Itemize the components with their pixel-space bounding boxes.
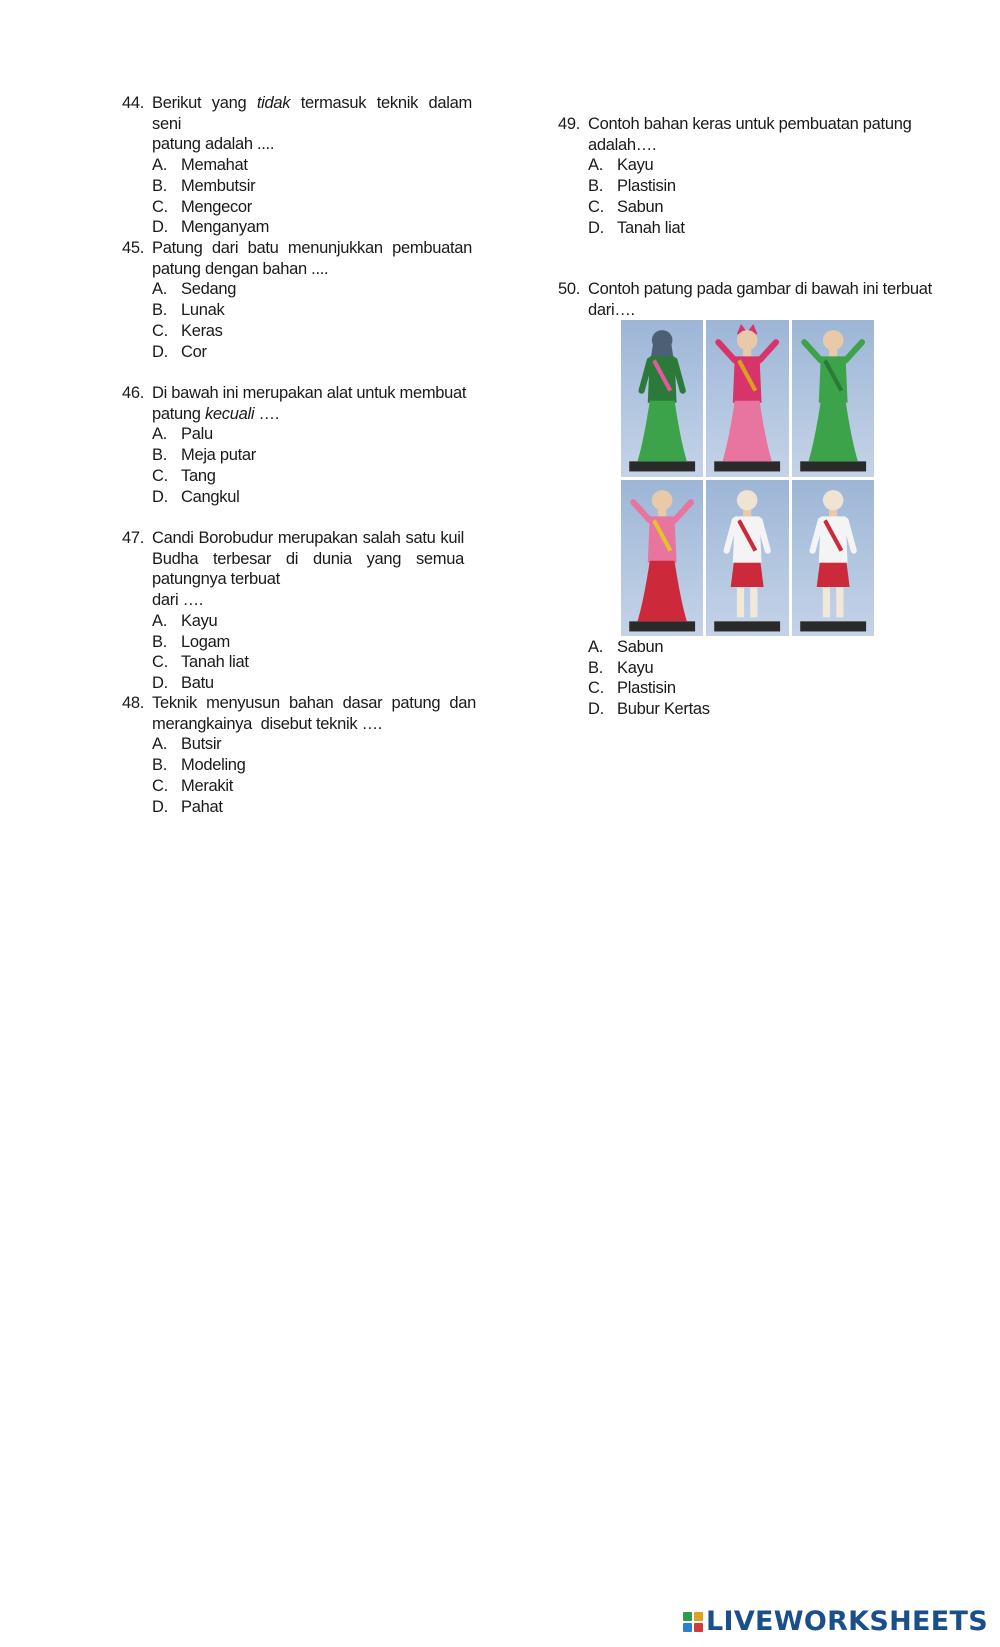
question-text: Contoh patung pada gambar di bawah ini terbuat [588, 280, 932, 298]
question-text-cont: dari …. [152, 591, 204, 610]
question-number: 47. [122, 529, 145, 547]
option-a[interactable]: A. Sabun [588, 638, 664, 656]
option-c[interactable]: C. Merakit [152, 776, 233, 795]
question-text: Berikut yang tidak termasuk teknik dalam seni [152, 94, 472, 133]
question-number: 50. [558, 280, 581, 298]
option-b[interactable]: B. Logam [152, 632, 230, 651]
statue-photo [706, 320, 788, 477]
option-d[interactable]: D. Menganyam [152, 218, 270, 237]
question-text-cont: adalah…. [588, 135, 657, 154]
question-text-cont: patung adalah .... [152, 135, 275, 154]
question-number: 46. [122, 384, 145, 402]
option-c[interactable]: C. Tanah liat [152, 653, 249, 672]
liveworksheets-logo[interactable] [683, 1606, 988, 1637]
question-47 [122, 528, 464, 694]
question-50-options [558, 637, 938, 720]
option-b[interactable]: B. Membutsir [152, 176, 256, 195]
question-text-cont: patungnya terbuat [152, 570, 280, 589]
option-a[interactable]: A. Kayu [152, 611, 218, 630]
option-d[interactable]: D. Tanah liat [588, 218, 685, 237]
option-b[interactable]: B. Meja putar [152, 446, 256, 465]
option-a[interactable]: A. Butsir [152, 735, 222, 754]
option-d[interactable]: D. Cor [152, 342, 207, 361]
option-a[interactable]: A. Kayu [588, 156, 654, 175]
option-c[interactable]: C. Plastisin [588, 679, 676, 698]
logo-text: LIVEWORKSHEETS [705, 1606, 988, 1637]
question-48 [122, 693, 476, 817]
option-c[interactable]: C. Mengecor [152, 197, 252, 216]
option-a[interactable]: A. Palu [152, 425, 213, 444]
question-number: 49. [558, 115, 581, 133]
question-46 [122, 383, 472, 507]
statue-photo [792, 480, 874, 637]
option-d[interactable]: D. Pahat [152, 797, 223, 816]
statue-photo [621, 480, 703, 637]
question-45 [122, 238, 472, 362]
option-c[interactable]: C. Tang [152, 466, 216, 485]
option-a[interactable]: A. Memahat [152, 156, 248, 175]
statue-photo [792, 320, 874, 477]
question-text-cont: Budha terbesar di dunia yang semua [152, 549, 464, 568]
question-number: 45. [122, 239, 145, 257]
statue-photo [706, 480, 788, 637]
question-text: Patung dari batu menunjukkan pembuatan [152, 239, 472, 257]
question-text: Teknik menyusun bahan dasar patung dan [152, 694, 476, 712]
statue-photo-grid [621, 320, 874, 636]
option-c[interactable]: C. Sabun [588, 197, 664, 216]
question-text: Candi Borobudur merupakan salah satu kuil [152, 529, 464, 547]
question-text-cont: merangkainya disebut teknik …. [152, 714, 383, 733]
question-number: 48. [122, 694, 145, 712]
option-b[interactable]: B. Plastisin [588, 177, 676, 196]
option-d[interactable]: D. Cangkul [152, 487, 240, 506]
question-49 [558, 114, 918, 238]
logo-mark-icon [683, 1612, 703, 1632]
question-text: Contoh bahan keras untuk pembuatan patung [588, 115, 912, 133]
question-text-cont: dari…. [588, 300, 635, 319]
option-b[interactable]: B. Modeling [152, 756, 246, 775]
option-d[interactable]: D. Batu [152, 673, 214, 692]
question-number: 44. [122, 94, 145, 112]
option-b[interactable]: B. Kayu [588, 658, 654, 677]
question-text: Di bawah ini merupakan alat untuk membuat [152, 384, 467, 402]
question-50 [558, 279, 938, 320]
question-text-cont: patung kecuali …. [152, 404, 279, 423]
statue-photo [621, 320, 703, 477]
question-44 [122, 93, 472, 238]
question-text-cont: patung dengan bahan .... [152, 259, 329, 278]
option-d[interactable]: D. Bubur Kertas [588, 700, 710, 719]
option-a[interactable]: A. Sedang [152, 280, 237, 299]
option-b[interactable]: B. Lunak [152, 301, 225, 320]
option-c[interactable]: C. Keras [152, 321, 223, 340]
